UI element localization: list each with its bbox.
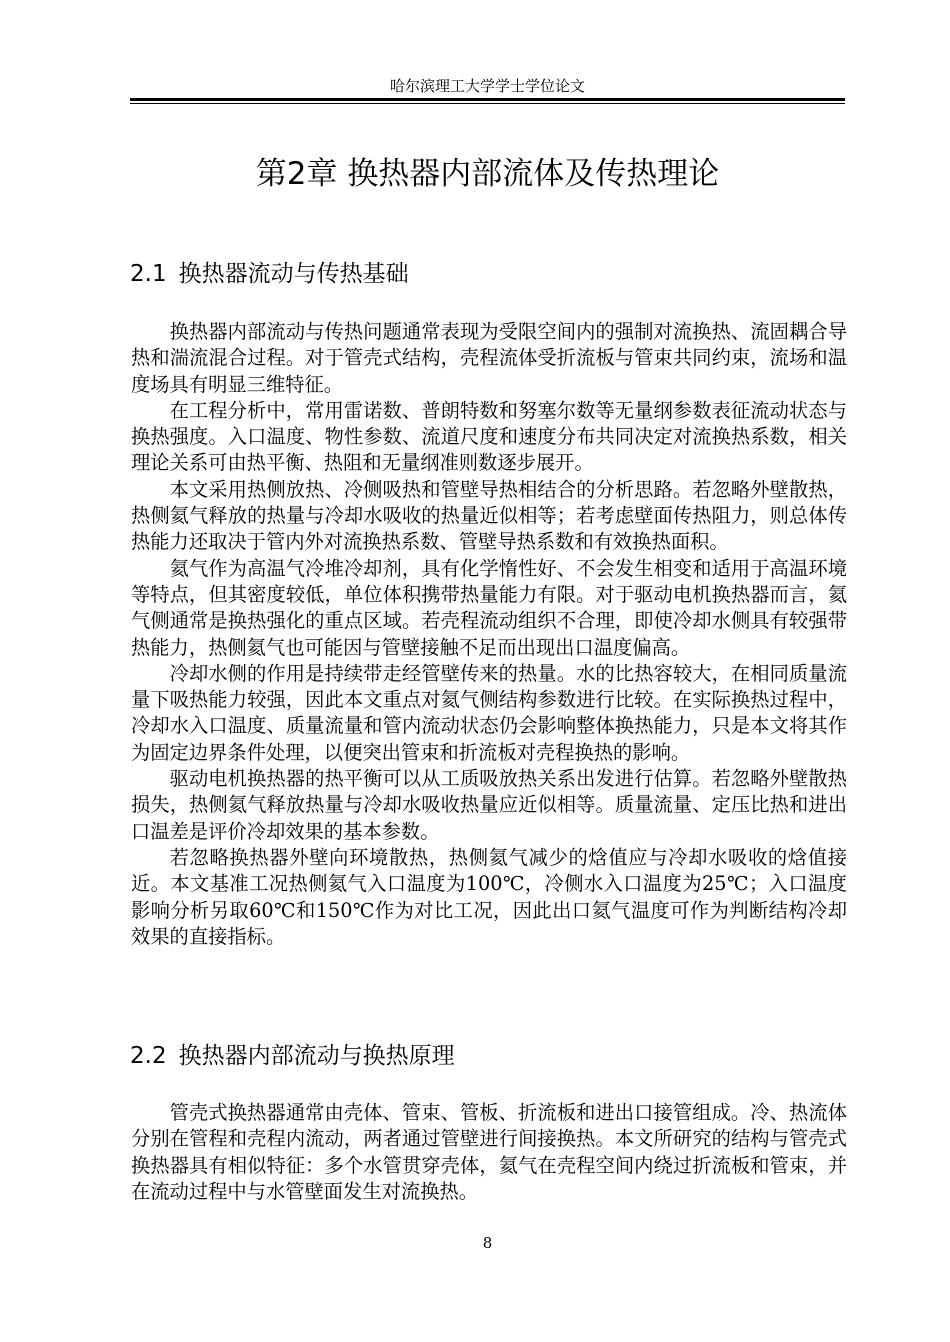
paragraph: 驱动电机换热器的热平衡可以从工质吸放热关系出发进行估算。若忽略外壁散热损失，热侧氦气释放热量与冷却水吸收热量应近似相等。质量流量、定压比热和进出口温差是评价冷却效果的基本参数。 <box>131 767 847 843</box>
chapter-title: 第2章 换热器内部流体及传热理论 <box>255 156 720 192</box>
header-rule-thin <box>130 103 845 104</box>
section-title: 换热器流动与传热基础 <box>178 261 409 287</box>
section-heading-2-2 <box>130 1041 845 1071</box>
section-number: 2.1 <box>130 261 167 287</box>
paragraph: 本文采用热侧放热、冷侧吸热和管壁导热相结合的分析思路。若忽略外壁散热，热侧氦气释放的热量与冷却水吸收的热量近似相等；若考虑壁面传热阻力，则总体传热能力还取决于管内外对流换热系数、管壁导热系数和有效换热面积。 <box>131 477 847 554</box>
section-number: 2.2 <box>130 1043 167 1069</box>
paragraph: 换热器内部流动与传热问题通常表现为受限空间内的强制对流换热、流固耦合导热和湍流混合过程。对于管壳式结构，壳程流体受折流板与管束共同约束，流场和温度场具有明显三维特征。 <box>131 320 847 396</box>
section-2-2-body <box>131 1100 847 1205</box>
paragraph: 氦气作为高温气冷堆冷却剂，具有化学惰性好、不会发生相变和适用于高温环境等特点，但其密度较低，单位体积携带热量能力有限。对于驱动电机换热器而言，氦气侧通常是换热强化的重点区域。若壳程流动组织不合理，即使冷却水侧具有较强带热能力，热侧氦气也可能因与管壁接触不足而出现出口温度偏高。 <box>131 556 847 659</box>
paragraph: 管壳式换热器通常由壳体、管束、管板、折流板和进出口接管组成。冷、热流体分别在管程和壳程内流动，两者通过管壁进行间接换热。本文所研究的结构与管壳式换热器具有相似特征：多个水管贯穿壳体，氦气在壳程空间内绕过折流板和管束，并在流动过程中与水管壁面发生对流换热。 <box>131 1101 847 1203</box>
section-heading-2-1 <box>130 259 845 289</box>
paragraph: 冷却水侧的作用是持续带走经管壁传来的热量。水的比热容较大，在相同质量流量下吸热能力较强，因此本文重点对氦气侧结构参数进行比较。在实际换热过程中，冷却水入口温度、质量流量和管内流动状态仍会影响整体换热能力，只是本文将其作为固定边界条件处理，以便突出管束和折流板对壳程换热的影响。 <box>131 661 847 764</box>
paragraph: 在工程分析中，常用雷诺数、普朗特数和努塞尔数等无量纲参数表征流动状态与换热强度。入口温度、物性参数、流道尺度和速度分布共同决定对流换热系数，相关理论关系可由热平衡、热阻和无量纲准则数逐步展开。 <box>131 398 847 475</box>
running-header: 哈尔滨理工大学学士学位论文 <box>389 77 585 95</box>
page-number: 8 <box>482 1234 493 1252</box>
section-title: 换热器内部流动与换热原理 <box>178 1043 455 1069</box>
header-rule <box>130 98 845 101</box>
section-2-1-body <box>131 319 847 950</box>
paragraph: 若忽略换热器外壁向环境散热，热侧氦气减少的焓值应与冷却水吸收的焓值接近。本文基准工况热侧氦气入口温度为100℃，冷侧水入口温度为25℃；入口温度影响分析另取60℃和150℃作为对比工况，因此出口氦气温度可作为判断结构冷却效果的直接指标。 <box>131 845 847 948</box>
